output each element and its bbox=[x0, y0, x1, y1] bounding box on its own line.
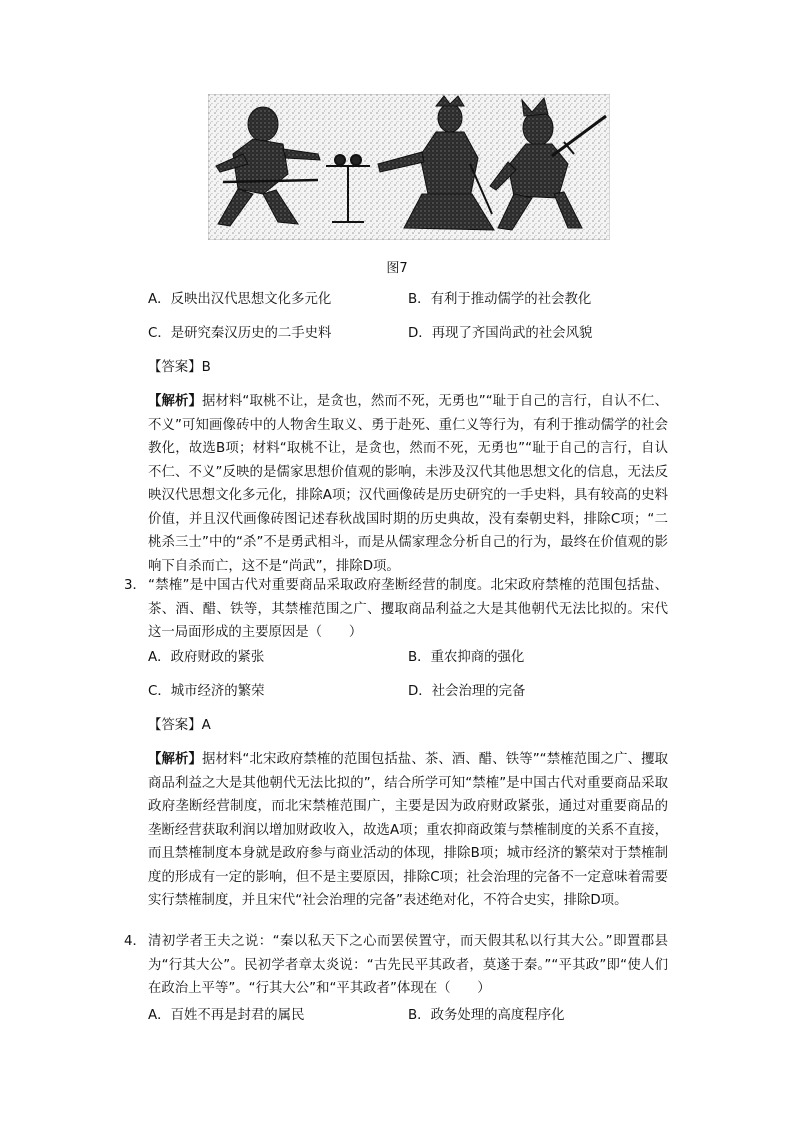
option-text: 政府财政的紧张 bbox=[170, 650, 265, 665]
option-label: D． bbox=[408, 326, 432, 341]
option-label: C． bbox=[148, 684, 171, 699]
q3-option-c[interactable] bbox=[148, 682, 264, 702]
q4-stem: 清初学者王夫之说：“秦以私天下之心而罢侯置守，而天假其私以行其大公。”即置郡县为“行其大公”。民初学者章太炎说：“古先民平其政者，莫遂于秦。”“平其政”即“使人们在政治上平等”。“行其大公”和“平其政者”体现在（ ） bbox=[148, 934, 668, 996]
option-label: B． bbox=[408, 1008, 431, 1023]
q3-option-b[interactable] bbox=[408, 648, 524, 668]
q2-option-c[interactable] bbox=[148, 324, 331, 344]
option-label: A． bbox=[148, 292, 171, 307]
option-text: 再现了齐国尚武的社会风貌 bbox=[431, 326, 593, 341]
q3-answer bbox=[148, 716, 211, 736]
relief-rubbing-image bbox=[208, 94, 610, 240]
q3-option-a[interactable] bbox=[148, 648, 264, 668]
option-text: 百姓不再是封君的属民 bbox=[170, 1008, 305, 1023]
option-label: D． bbox=[408, 684, 432, 699]
option-label: A． bbox=[148, 650, 171, 665]
option-text: 社会治理的完备 bbox=[431, 684, 526, 699]
answer-value: A bbox=[201, 718, 211, 733]
analysis-text: 据材料“北宋政府禁榷的范围包括盐、茶、酒、醋、铁等”“禁榷范围之广、攫取商品利益之大是其他朝代无法比拟的”，结合所学可知“禁榷”是中国古代对重要商品采取政府垄断经营制度，而北宋禁榷范围广，主要是因为政府财政紧张，通过对重要商品的垄断经营获取利润以增加财政收入，故选A项；重农抑商政策与禁榷制度的关系不直接，而且禁榷制度本身就是政府参与商业活动的体现，排除B项；城市经济的繁荣对于禁榷制度的形成有一定的影响，但不是主要原因，排除C项；社会治理的完备不一定意味着需要实行禁榷制度，并且宋代“社会治理的完备”表述绝对化，不符合史实，排除D项。 bbox=[148, 752, 669, 908]
answer-tag: 【答案】 bbox=[148, 718, 202, 733]
figure-caption: 图7 bbox=[386, 261, 408, 276]
q3-analysis bbox=[148, 748, 668, 913]
q4-option-a[interactable] bbox=[148, 1006, 304, 1026]
option-text: 政务处理的高度程序化 bbox=[430, 1008, 565, 1023]
q4-option-b[interactable] bbox=[408, 1006, 564, 1026]
q2-option-d[interactable] bbox=[408, 324, 592, 344]
q4-number: 4． bbox=[124, 934, 146, 949]
option-text: 是研究秦汉历史的二手史料 bbox=[170, 326, 332, 341]
option-text: 重农抑商的强化 bbox=[430, 650, 525, 665]
q3-number: 3． bbox=[124, 578, 146, 593]
analysis-tag: 【解析】 bbox=[148, 752, 202, 767]
option-text: 城市经济的繁荣 bbox=[170, 684, 265, 699]
answer-tag: 【答案】 bbox=[148, 360, 202, 375]
q3-stem: “禁榷”是中国古代对重要商品采取政府垄断经营的制度。北宋政府禁榷的范围包括盐、茶、酒、醋、铁等，其禁榷范围之广、攫取商品利益之大是其他朝代无法比拟的。宋代这一局面形成的主要原因是（ ） bbox=[148, 578, 668, 640]
q2-answer bbox=[148, 358, 211, 378]
analysis-tag: 【解析】 bbox=[148, 394, 202, 409]
option-label: C． bbox=[148, 326, 171, 341]
answer-value: B bbox=[201, 360, 211, 375]
q2-analysis bbox=[148, 390, 668, 578]
option-label: B． bbox=[408, 650, 431, 665]
option-text: 反映出汉代思想文化多元化 bbox=[170, 292, 332, 307]
analysis-text: 据材料“取桃不让，是贪也，然而不死，无勇也”“耻于自己的言行，自认不仁、不义”可知画像砖中的人物舍生取义、勇于赴死、重仁义等行为，有利于推动儒学的社会教化，故选B项；材料“取桃不让，是贪也，然而不死，无勇也”“耻于自己的言行，自认不仁、不义”反映的是儒家思想价值观的影响，未涉及汉代其他思想文化的信息，无法反映汉代思想文化多元化，排除A项；汉代画像砖是历史研究的一手史料，具有较高的史料价值，并且汉代画像砖图记述春秋战国时期的历史典故，没有秦朝史料，排除C项；“二桃杀三士”中的“杀”不是勇武相斗，而是从儒家理念分析自己的行为，最终在价值观的影响下自杀而亡，这不是“尚武”，排除D项。 bbox=[148, 394, 669, 574]
q2-option-a[interactable] bbox=[148, 290, 331, 310]
q2-option-b[interactable] bbox=[408, 290, 591, 310]
q3-option-d[interactable] bbox=[408, 682, 525, 702]
option-text: 有利于推动儒学的社会教化 bbox=[430, 292, 592, 307]
option-label: A． bbox=[148, 1008, 171, 1023]
option-label: B． bbox=[408, 292, 431, 307]
